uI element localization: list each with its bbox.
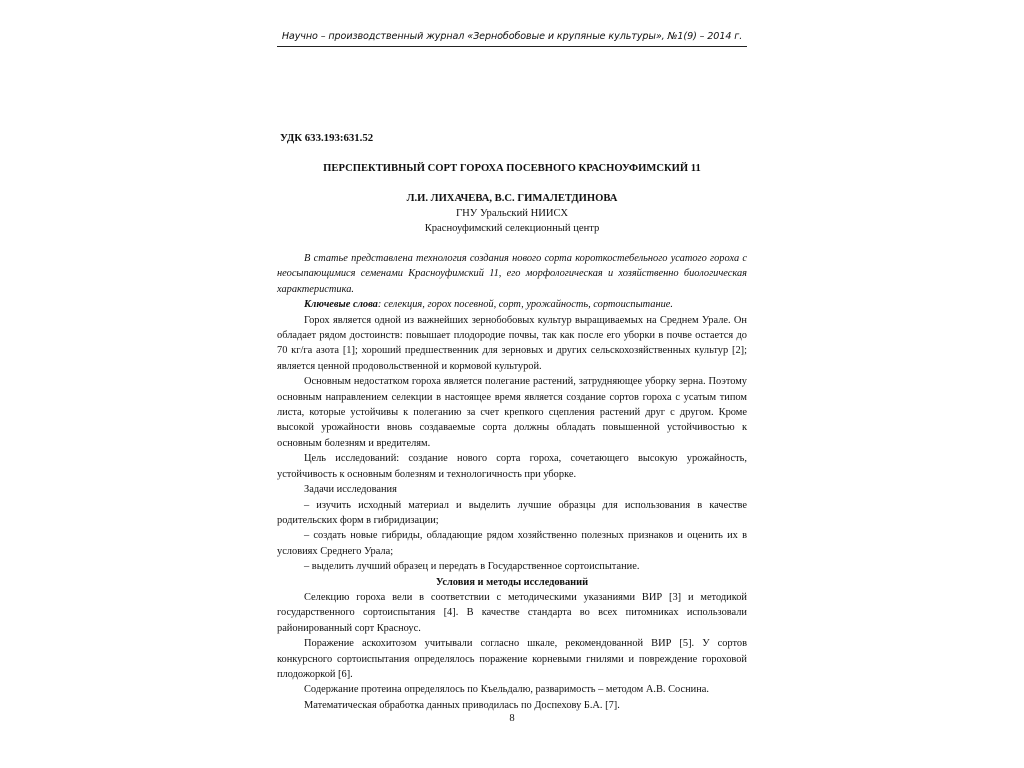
paragraph-methods-3: Содержание протеина определялось по Къельдалю, разваримость – методом А.В. Соснина.: [304, 684, 709, 696]
affiliation-center: Красноуфимский селекционный центр: [424, 223, 600, 234]
running-head: Научно – производственный журнал «Зернобобовые и крупяные культуры», №1(9) – 2014 г.: [281, 31, 743, 42]
section-heading-methods: Условия и методы исследований: [435, 576, 589, 588]
udk-code: УДК 633.193:631.52: [280, 132, 374, 144]
paragraph-methods-4: Математическая обработка данных приводилась по Доспехову Б.А. [7].: [304, 699, 620, 711]
task-item-2: – создать новые гибриды, обладающие рядом хозяйственно полезных признаков и оценить их в условиях Среднего Урала;: [277, 530, 747, 557]
keywords: [277, 297, 747, 312]
article-title: ПЕРСПЕКТИВНЫЙ СОРТ ГОРОХА ПОСЕВНОГО КРАСНОУФИМСКИЙ 11: [323, 163, 701, 174]
affiliation-institute: ГНУ Уральский НИИСХ: [456, 208, 568, 219]
header-rule: [277, 46, 747, 47]
paragraph-drawback: Основным недостатком гороха является полегание растений, затрудняющее уборку зерна. Поэтому основным направлением селекции в настоящее время является создание сортов гороха с усатым типом листа, которые устойчивы к полеганию за счет крепкого сцепления растений друг с другом. Кроме высокой урожайности вновь создаваемые сорта должны обладать повышенной устойчивостью к основным болезням и вредителям.: [277, 376, 747, 449]
article-body: [277, 251, 747, 713]
abstract: В статье представлена технология создания нового сорта короткостебельного усатого гороха с неосыпающимися семенами Красноуфимский 11, его морфологическая и хозяйственно биологическая характеристика.: [277, 253, 747, 295]
keywords-label: Ключевые слова: [304, 299, 378, 311]
paragraph-methods-1: Селекцию гороха вели в соответствии с методическими указаниями ВИР [3] и методикой государственного сортоиспытания [4]. В качестве стандарта во всех питомниках использовали районированный сорт Красноус.: [277, 591, 747, 634]
paragraph-tasks-heading: Задачи исследования: [304, 484, 397, 496]
task-item-3: – выделить лучший образец и передать в Государственное сортоиспытание.: [304, 561, 640, 573]
document-page: [277, 0, 747, 768]
paragraph-methods-2: Поражение аскохитозом учитывали согласно шкале, рекомендованной ВИР [5]. У сортов конкурсного сортоиспытания определялось поражение корневыми гнилями и повреждение гороховой плодожоркой [6].: [277, 638, 747, 680]
paragraph-intro: Горох является одной из важнейших зернобобовых культур выращиваемых на Среднем Урале. Он обладает рядом достоинств: повышает плодородие почвы, так как после его уборки в почве остается до 70 кг/га азота [1]; хороший предшественник для зерновых и других сельскохозяйственных культур [2]; является ценной продовольственной и кормовой культурой.: [277, 314, 747, 372]
task-item-1: – изучить исходный материал и выделить лучшие образцы для использования в качестве родительских форм в гибридизации;: [277, 499, 747, 526]
paragraph-goal: Цель исследований: создание нового сорта гороха, сочетающего высокую урожайность, устойчивость к основным болезням и технологичность при уборке.: [277, 453, 747, 480]
page-number: 8: [509, 713, 515, 724]
keywords-text: : селекция, горох посевной, сорт, урожайность, сортоиспытание.: [377, 299, 674, 311]
article-authors: Л.И. ЛИХАЧЕВА, В.С. ГИМАЛЕТДИНОВА: [406, 193, 618, 204]
